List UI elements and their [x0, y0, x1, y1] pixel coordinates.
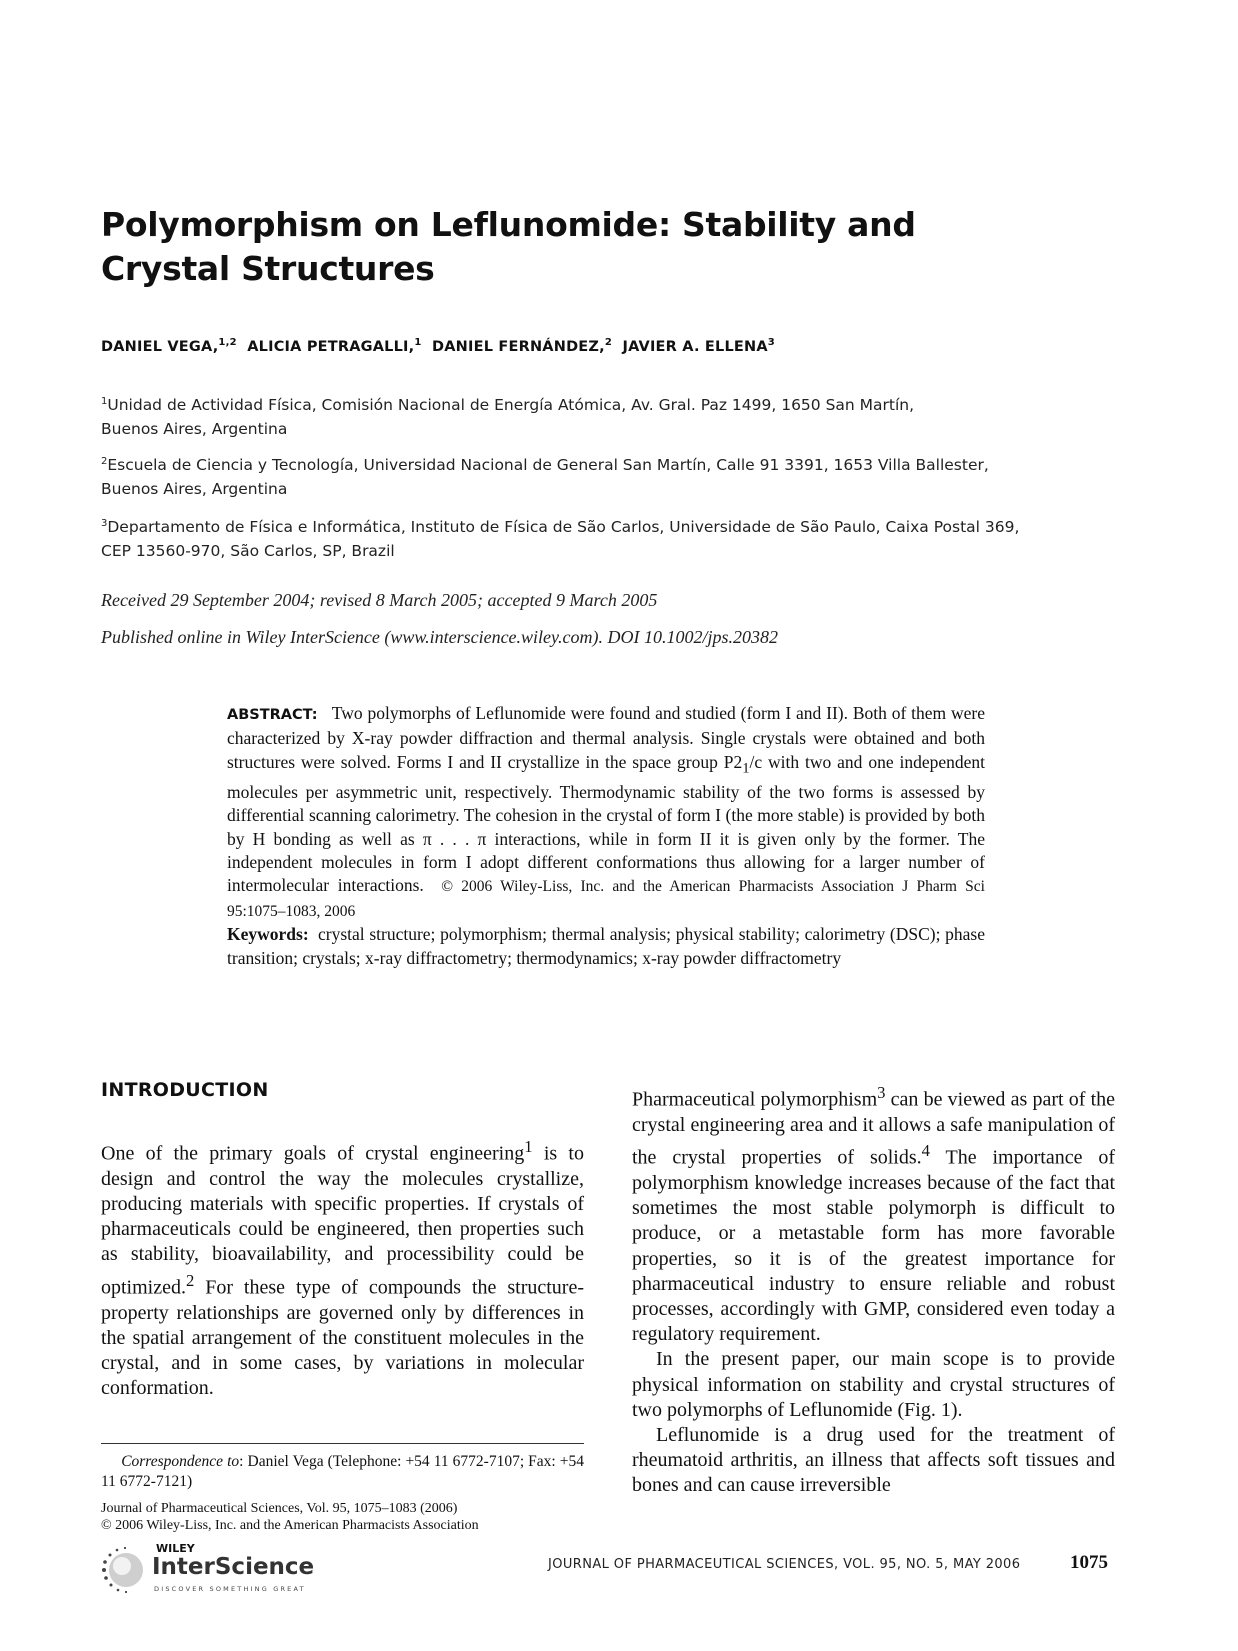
keywords: Keywords: crystal structure; polymorphism; thermal analysis; physical stability; calorimetry (DSC); phase transition; crystals; x-ray diffractometry; thermodynamics; x-ray powder diffractometry: [227, 924, 985, 968]
footnote-rule: [101, 1443, 584, 1444]
right-column: [632, 1080, 1115, 1499]
author: DANIEL VEGA,$^{1,2}$: [101, 337, 237, 355]
paragraph: Leflunomide is a drug used for the treatment of rheumatoid arthritis, an illness that affects soft tissues and bones and can cause irreversible: [632, 1423, 1115, 1497]
abstract-body: ABSTRACT: Two polymorphs of Leflunomide were found and studied (form I and II). Both of them were characterized by X-ray powder diffraction and thermal analysis. Single crystals were obtained and both structures were solved. Forms I and II crystallize in the space group $P2_1/c$ with two and one independent molecules per asymmetric unit, respectively. Thermodynamic stability of the two forms is assessed by differential scanning calorimetry. The cohesion in the crystal of form I (the more stable) is provided by both by H bonding as well as π . . . π interactions, while in form II it is given only by the former. The independent molecules in form I adopt different conformations thus allowing for a larger number of intermolecular interactions. © 2006 Wiley-Liss, Inc. and the American Pharmacists Association J Pharm Sci 95:1075–1083, 2006: [227, 703, 985, 920]
page-number: 1075: [1070, 1552, 1108, 1573]
journal-citation: Journal of Pharmaceutical Sciences, Vol. 95, 1075–1083 (2006) © 2006 Wiley-Liss, Inc. and the American Pharmacists Association: [101, 1501, 479, 1533]
published-online: Published online in Wiley InterScience (www.interscience.wiley.com). DOI 10.1002/jps.20382: [101, 627, 779, 647]
abstract: [227, 702, 985, 970]
author: JAVIER A. ELLENA$^3$: [622, 337, 775, 355]
paragraph: Pharmaceutical polymorphism$^3$ can be viewed as part of the crystal engineering area and it allows a safe manipulation of the crystal properties of solids.$^4$ The importance of polymorphism knowledge increases because of the fact that sometimes the most stable polymorph is difficult to produce, or a metastable form has more favorable properties, so it is of the greatest importance for pharmaceutical industry to ensure reliable and robust processes, accordingly with GMP, considered even today a regulatory requirement.: [632, 1083, 1116, 1346]
paper-title: [101, 203, 1001, 291]
affiliation-3: $^3$Departamento de Física e Informática, Instituto de Física de São Carlos, Universidade de São Paulo, Caixa Postal 369, CEP 13560-970, São Carlos, SP, Brazil: [101, 518, 1020, 561]
author: ALICIA PETRAGALLI,$^1$: [247, 337, 422, 355]
affiliation-1: $^1$Unidad de Actividad Física, Comisión Nacional de Energía Atómica, Av. Gral. Paz 1499, 1650 San Martín, Buenos Aires, Argentina: [101, 396, 915, 439]
title-line-1: Polymorphism on Leflunomide: Stability and: [101, 205, 916, 244]
correspondence-note: Correspondence to: Daniel Vega (Telephone: +54 11 6772-7107; Fax: +54 11 6772-7121): [101, 1453, 585, 1490]
keywords-label: Keywords:: [227, 924, 309, 945]
paragraph: In the present paper, our main scope is to provide physical information on stability and crystal structures of two polymorphs of Leflunomide (Fig. 1).: [632, 1348, 1115, 1421]
left-column: [101, 1134, 584, 1401]
logo-wiley-text: WILEY: [156, 1542, 195, 1555]
logo-tagline: DISCOVER SOMETHING GREAT: [154, 1585, 306, 1593]
running-footer: JOURNAL OF PHARMACEUTICAL SCIENCES, VOL. 95, NO. 5, MAY 2006: [548, 1557, 1021, 1572]
affiliation-2: $^2$Escuela de Ciencia y Tecnología, Universidad Nacional de General San Martín, Calle 91 3391, 1653 Villa Ballester, Buenos Aires, Argentina: [101, 456, 989, 499]
author: DANIEL FERNÁNDEZ,$^2$: [432, 337, 612, 355]
author-list: [101, 337, 775, 355]
title-line-2: Crystal Structures: [101, 249, 435, 288]
section-heading: INTRODUCTION: [101, 1079, 269, 1101]
abstract-label: ABSTRACT:: [227, 707, 318, 723]
logo-main-text: InterScience: [152, 1554, 315, 1580]
paragraph: One of the primary goals of crystal engineering$^1$ is to design and control the way the molecules crystallize, producing materials with specific properties. If crystals of pharmaceuticals could be engineered, then properties such as stability, bioavailability, and processibility could be optimized.$^2$ For these type of compounds the structure-property relationships are governed only by differences in the spatial arrangement of the constituent molecules in the crystal, and in some cases, by variations in molecular conformation.: [101, 1137, 584, 1400]
abstract-copyright: © 2006 Wiley-Liss, Inc. and the American Pharmacists Association J Pharm Sci 95:1075–1083, 2006: [227, 878, 985, 920]
wiley-interscience-logo: [100, 1540, 340, 1598]
received-dates: Received 29 September 2004; revised 8 March 2005; accepted 9 March 2005: [101, 590, 658, 610]
